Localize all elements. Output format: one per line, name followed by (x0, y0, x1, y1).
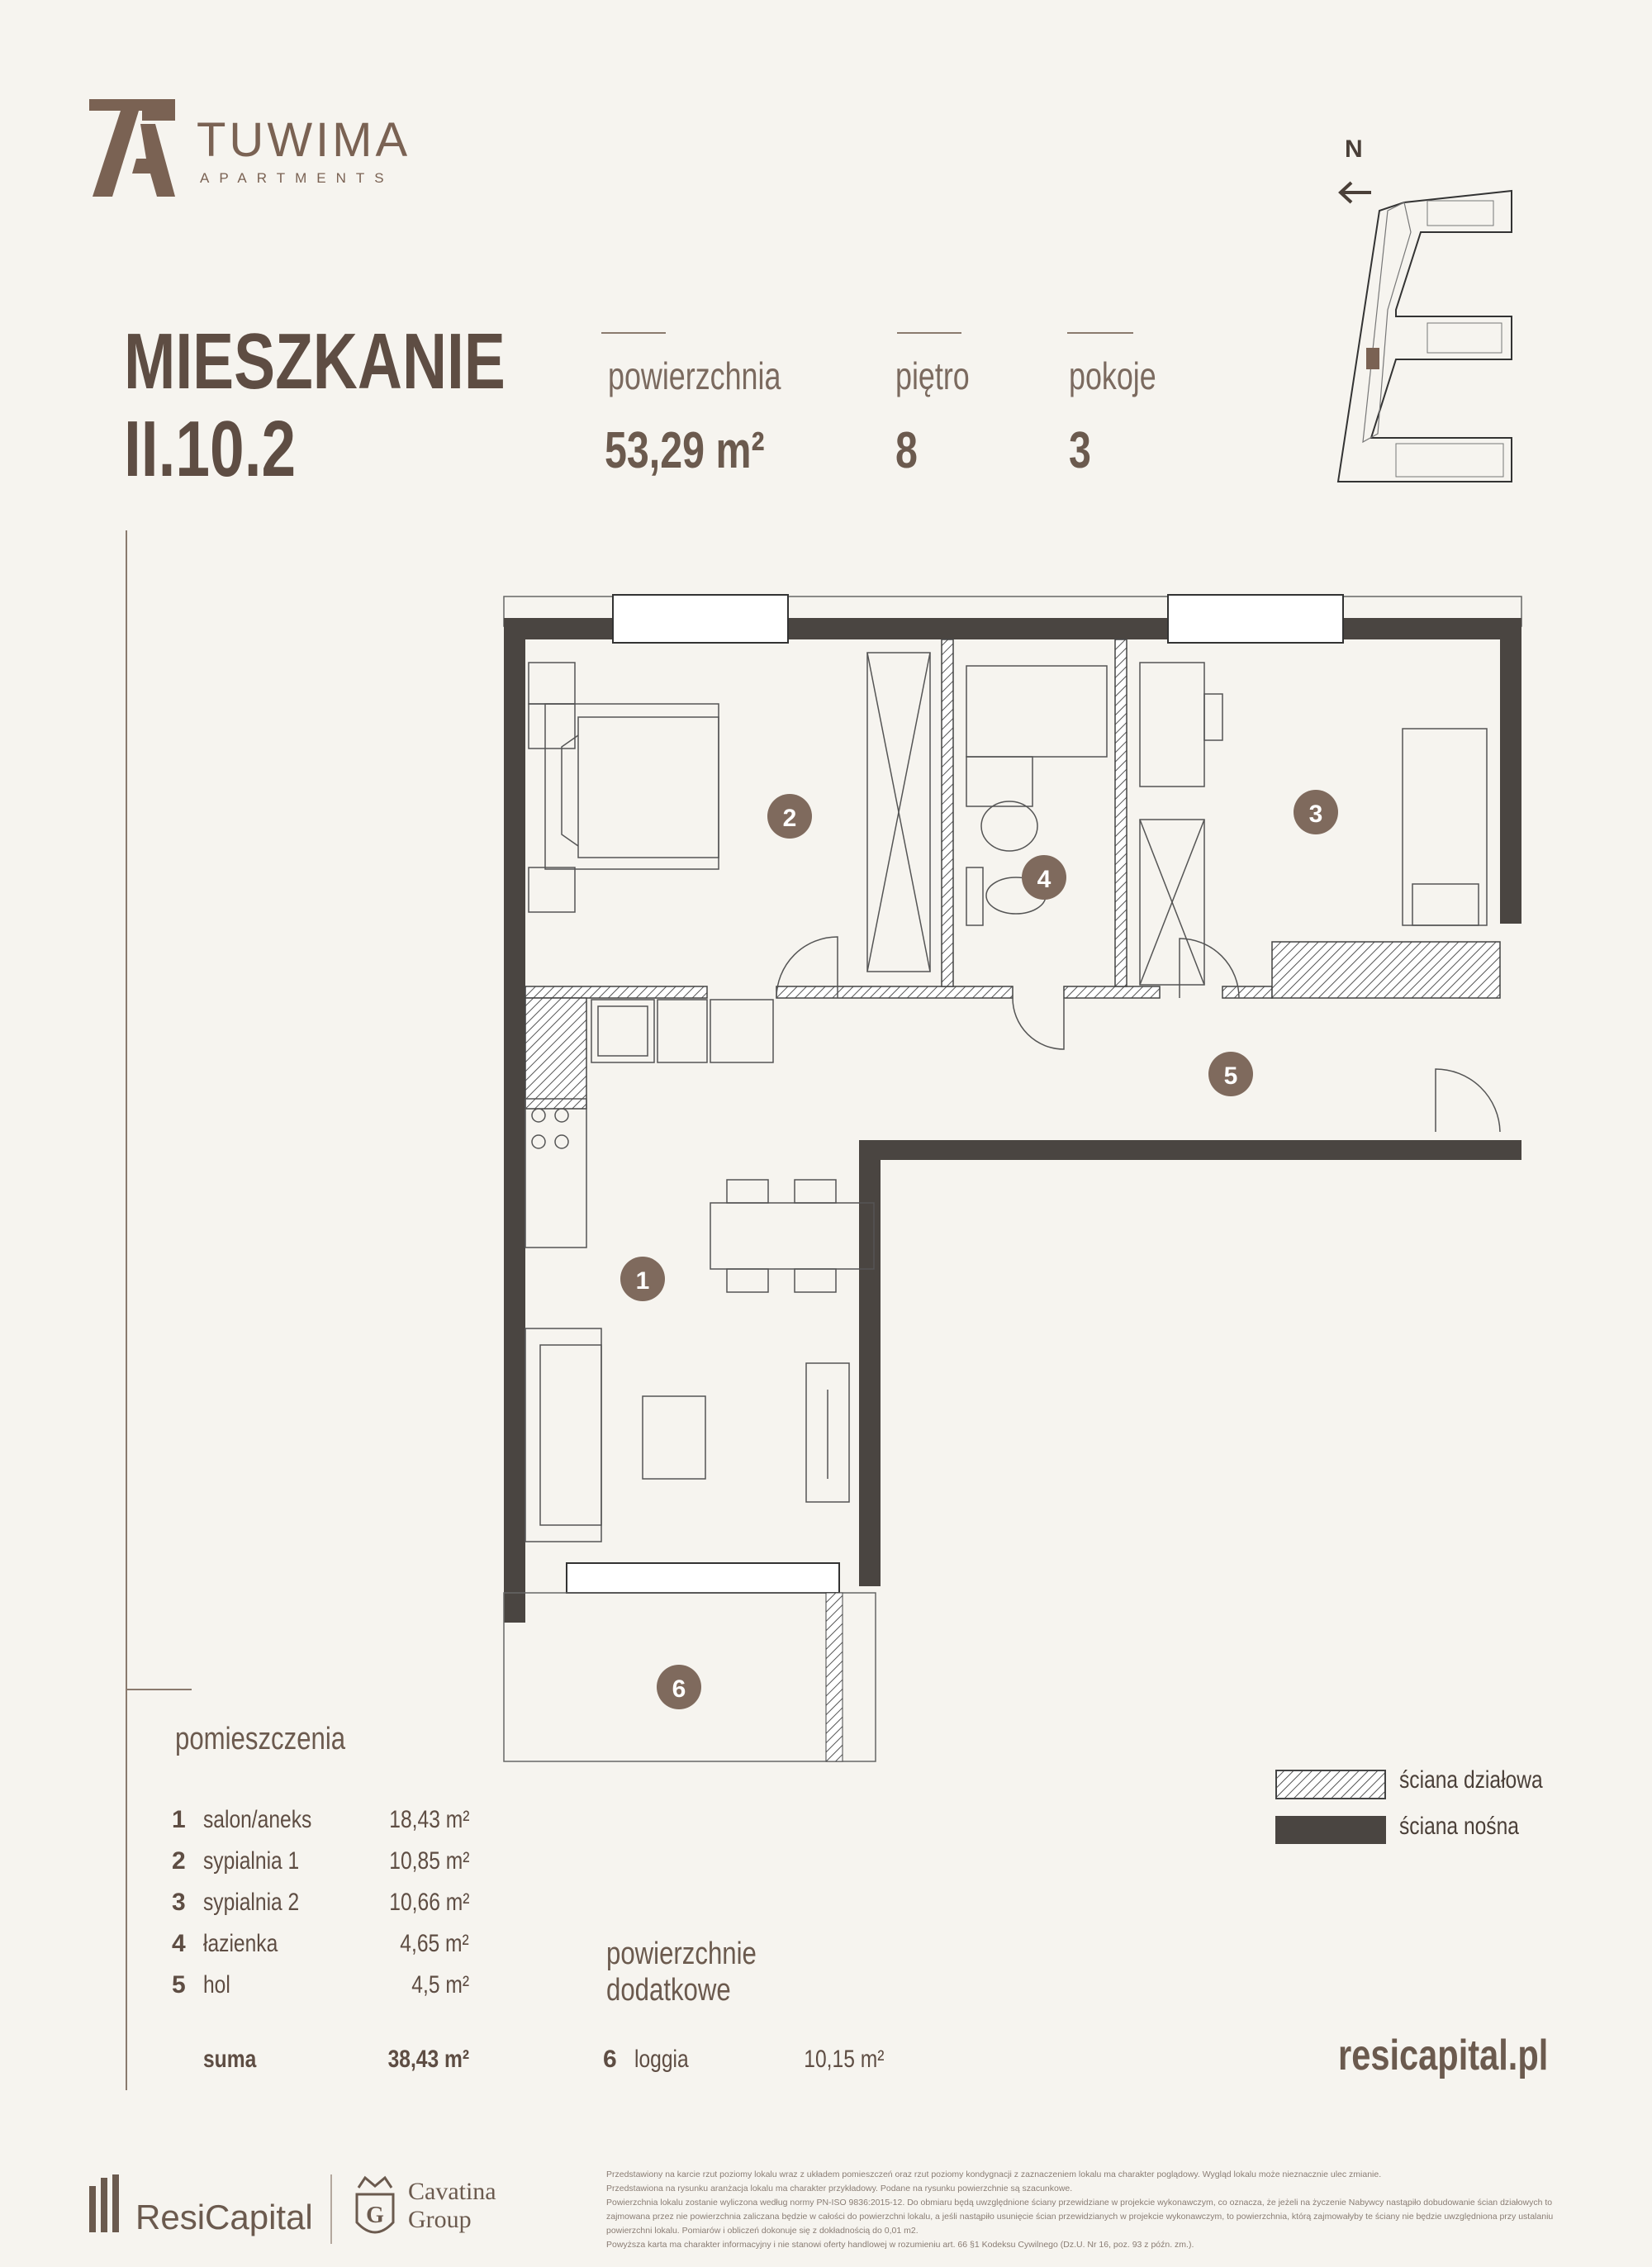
rooms-sum-row (172, 2046, 469, 2084)
room-num: 3 (172, 1889, 186, 1916)
left-vertical-rule (126, 530, 127, 2090)
extra-name: loggia (634, 2046, 689, 2073)
stat-rule-floor (897, 332, 961, 334)
sum-label: suma (203, 2046, 257, 2073)
resicapital-name: ResiCapital (135, 2198, 313, 2236)
rooms-value: 3 (1069, 422, 1091, 479)
room-num: 4 (172, 1930, 186, 1957)
cavatina-name-line2: Group (408, 2206, 472, 2233)
disclaimer-line-3: Powierzchnia lokalu zostanie wyliczona według normy PN-ISO 9836:2015-12. Do obmiaru będą uwzględnione ściany przewidziane w projekcie wykonawczym, co oznacza, że jeżeli na życzenie Nabywcy nastąpiło dobudowanie ścian działowych to zajmowana przez nie powierzchnia zaliczana będzie w całości do powierzchni lokalu, a jeśli nastąpiło usunięcie ścian przewidzianych w projekcie wykonawczym, to powierzchnia, którą zajmowałyby te ściany nie będzie uwzględniona przy ustalaniu powierzchni lokalu. Pomiarów i obliczeń dokonuje się z dokładnością do 0,01 m2. (606, 2198, 1554, 2236)
keyplan-apartment-marker (1366, 348, 1379, 369)
floor-plan (496, 587, 1536, 1768)
brand-subtitle: APARTMENTS (200, 170, 394, 186)
extra-heading-line1: powierzchnie (606, 1937, 757, 1971)
website-link[interactable]: resicapital.pl (1338, 2032, 1549, 2079)
extra-row-6 (603, 2046, 884, 2084)
legend-bearing-label: ściana nośna (1399, 1813, 1519, 1840)
room-name: łazienka (203, 1930, 278, 1957)
room-name: salon/aneks (203, 1806, 312, 1833)
room-area: 4,5 m² (411, 1971, 469, 1998)
tuwima-logo-icon (89, 99, 180, 198)
cavatina-name-line1: Cavatina (408, 2178, 496, 2205)
room-num: 5 (172, 1971, 186, 1998)
room-area: 10,66 m² (388, 1889, 469, 1916)
floor-value: 8 (895, 422, 918, 479)
rooms-label: pokoje (1069, 354, 1156, 397)
rooms-section-rule (126, 1689, 192, 1690)
disclaimer-line-4: Powyższa karta ma charakter informacyjny i nie stanowi oferty handlowej w rozumieniu art. 66 §1 Kodeksu Cywilnego (Dz.U. Nr 16, poz. 93 z późn. zm.). (606, 2240, 1194, 2250)
room-name: sypialnia 1 (203, 1847, 300, 1875)
partition-walls (525, 639, 1500, 1109)
brand-logo (89, 99, 436, 198)
disclaimer (606, 2168, 1556, 2252)
disclaimer-line-1: Przedstawiony na karcie rzut poziomy lokalu wraz z układem pomieszczeń oraz rzut poziomy kondygnacji z zaznaczeniem lokalu ma charakter poglądowy. Wygląd lokalu może nieznacznie ulec zmianie. (606, 2170, 1382, 2179)
north-label: N (1345, 135, 1363, 163)
apartment-title-line1: MIESZKANIE (124, 317, 506, 406)
room-num: 2 (172, 1847, 186, 1875)
extra-num: 6 (603, 2046, 617, 2073)
room-3-badge: 3 (1308, 801, 1323, 828)
room-num: 1 (172, 1806, 186, 1833)
legend-partition-swatch (1275, 1770, 1386, 1799)
room-name: hol (203, 1971, 230, 1998)
bearing-walls (504, 618, 1521, 1623)
room-5-badge: 5 (1223, 1062, 1238, 1090)
cavatina-logo-icon (354, 2173, 396, 2242)
resicapital-logo-icon (89, 2174, 127, 2232)
room-area: 10,85 m² (388, 1847, 469, 1875)
rooms-heading: pomieszczenia (175, 1722, 346, 1756)
brand-name: TUWIMA (197, 113, 411, 167)
disclaimer-line-2: Przedstawiona na rysunku aranżacja lokalu ma charakter przykładowy. Podane na rysunku powierzchnie są szacunkowe. (606, 2184, 1073, 2193)
room-row-1 (172, 1806, 469, 1844)
room-row-2 (172, 1847, 469, 1885)
area-value: 53,29 m² (605, 422, 765, 479)
area-label: powierzchnia (608, 354, 781, 397)
room-6-badge: 6 (672, 1675, 686, 1703)
apartment-title-line2: II.10.2 (124, 405, 297, 493)
legend-partition-label: ściana działowa (1399, 1766, 1543, 1794)
extra-area: 10,15 m² (803, 2046, 884, 2073)
building-keyplan (1330, 186, 1520, 487)
room-row-3 (172, 1889, 469, 1927)
room-area: 4,65 m² (400, 1930, 469, 1957)
sum-value: 38,43 m² (387, 2046, 469, 2073)
stat-rule-rooms (1067, 332, 1133, 334)
room-2-badge: 2 (782, 805, 797, 832)
room-name: sypialnia 2 (203, 1889, 300, 1916)
room-4-badge: 4 (1037, 866, 1051, 893)
floor-label: piętro (895, 354, 970, 397)
svg-text:G: G (366, 2203, 384, 2228)
extra-heading-line2: dodatkowe (606, 1973, 731, 2008)
room-area: 18,43 m² (388, 1806, 469, 1833)
footer-divider (330, 2174, 332, 2244)
legend-bearing-swatch (1275, 1816, 1386, 1844)
room-1-badge: 1 (635, 1267, 650, 1295)
stat-rule-area (601, 332, 666, 334)
room-row-4 (172, 1930, 469, 1968)
room-row-5 (172, 1971, 469, 2009)
